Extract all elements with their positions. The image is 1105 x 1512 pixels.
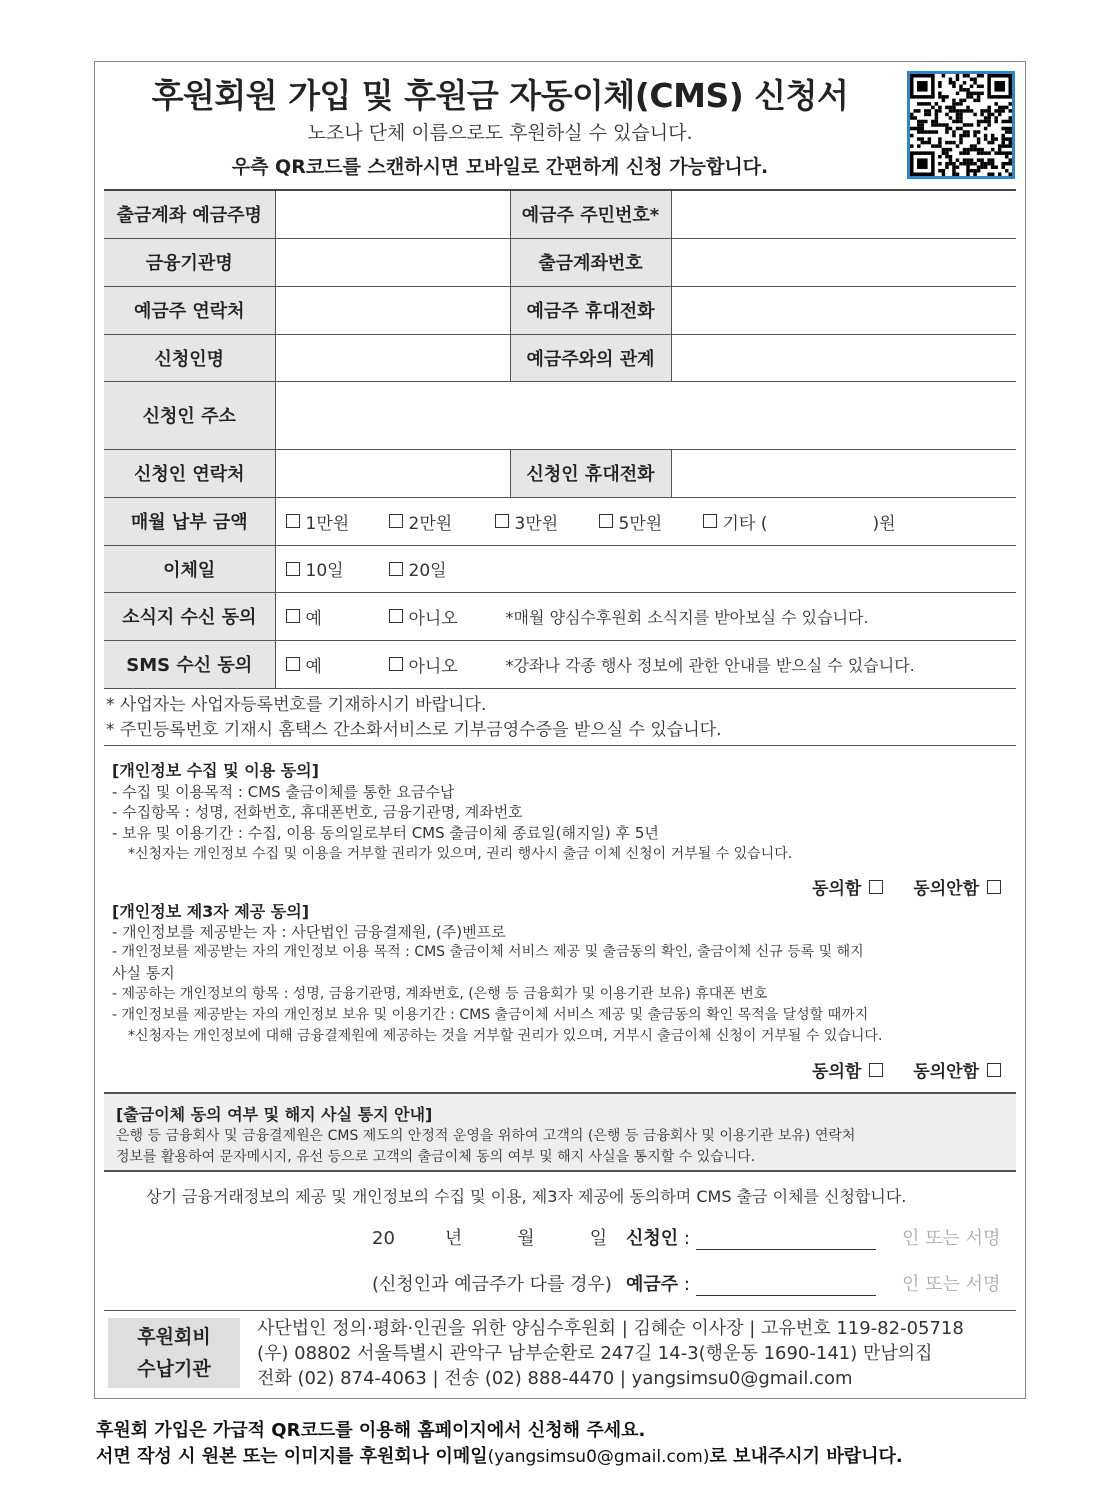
footer-text: 서면 작성 시 원본 또는 이미지를 후원회나 이메일 <box>96 1446 488 1467</box>
notice-box <box>104 1092 1016 1172</box>
amount-option-label: 2만원 <box>408 513 453 534</box>
third-party-agree[interactable] <box>812 1057 883 1082</box>
field-account-number[interactable] <box>671 238 1016 286</box>
agree-label: 동의함 <box>812 1062 862 1082</box>
amount-other-unit: )원 <box>872 513 896 534</box>
checkbox-icon[interactable] <box>286 562 300 576</box>
field-relation[interactable] <box>671 334 1016 381</box>
organization-label <box>108 1318 240 1388</box>
field-applicant-contact[interactable] <box>275 449 510 497</box>
checkbox-icon[interactable] <box>389 514 403 528</box>
third-party-heading: [개인정보 제3자 제공 동의] <box>112 902 310 921</box>
option-label: 예 <box>305 608 322 629</box>
label-bank-name: 금융기관명 <box>104 238 275 286</box>
field-depositor-name[interactable] <box>275 190 510 238</box>
applicant-label: 신청인 <box>626 1228 679 1249</box>
privacy-heading: [개인정보 수집 및 이용 동의] <box>112 761 319 780</box>
day-options-cell <box>275 545 1016 592</box>
seal-label: 인 또는 서명 <box>902 1274 1001 1295</box>
amount-option-label: 기타 ( <box>722 513 768 534</box>
sms-yes[interactable] <box>286 652 389 677</box>
agree-label: 동의함 <box>812 879 862 899</box>
label-depositor-contact: 예금주 연락처 <box>104 286 275 334</box>
footer-email[interactable]: (yangsimsu0@gmail.com) <box>487 1447 710 1467</box>
third-party-line: 사실 통지 <box>112 964 175 982</box>
day-option-label: 20일 <box>408 561 447 581</box>
checkbox-icon[interactable] <box>286 609 300 623</box>
organization-block <box>104 1312 1016 1392</box>
checkbox-icon[interactable] <box>286 514 300 528</box>
colon: : <box>683 1228 690 1249</box>
sms-no[interactable] <box>389 652 506 677</box>
amount-option-label: 5만원 <box>618 513 663 534</box>
signature-statement: 상기 금융거래정보의 제공 및 개인정보의 수집 및 이용, 제3자 제공에 동의하며 CMS 출금 이체를 신청합니다. <box>146 1187 907 1206</box>
checkbox-icon[interactable] <box>599 514 613 528</box>
third-party-consent <box>812 1057 1001 1082</box>
privacy-consent <box>812 874 1001 899</box>
org-info-line: 전화 (02) 874-4063 | 전송 (02) 888-4470 | yangsimsu0@gmail.com <box>257 1368 853 1389</box>
third-party-line: *신청자는 개인정보에 대해 금융결제원에 제공하는 것을 거부할 권리가 있으며, 거부시 출금이체 신청이 거부될 수 있습니다. <box>128 1028 883 1044</box>
date-month: 월 <box>517 1228 535 1249</box>
org-info-line: 사단법인 정의·평화·인권을 위한 양심수후원회 | 김혜순 이사장 | 고유번호 119-82-05718 <box>257 1318 964 1339</box>
label-applicant-contact: 신청인 연락처 <box>104 449 275 497</box>
org-label-line: 수납기관 <box>137 1358 211 1380</box>
field-bank-name[interactable] <box>275 238 510 286</box>
privacy-line: - 수집항목 : 성명, 전화번호, 휴대폰번호, 금융기관명, 계좌번호 <box>112 803 523 821</box>
checkbox-icon[interactable] <box>389 657 403 671</box>
checkbox-icon[interactable] <box>987 880 1001 894</box>
checkbox-icon[interactable] <box>495 514 509 528</box>
org-label-line: 후원회비 <box>137 1326 211 1348</box>
amount-option-1[interactable] <box>286 509 389 534</box>
sms-note: *강좌나 각종 행사 정보에 관한 안내를 받으실 수 있습니다. <box>505 655 915 675</box>
label-applicant-address: 신청인 주소 <box>104 381 275 449</box>
field-applicant-mobile[interactable] <box>671 449 1016 497</box>
checkbox-icon[interactable] <box>987 1063 1001 1077</box>
label-transfer-day: 이체일 <box>104 545 275 592</box>
label-depositor-id: 예금주 주민번호* <box>510 190 671 238</box>
newsletter-no[interactable] <box>389 604 506 629</box>
signature-line[interactable] <box>696 1277 876 1296</box>
third-party-line: - 개인정보를 제공받는 자의 개인정보 보유 및 이용기간 : CMS 출금이체 서비스 제공 및 출금동의 확인 목적을 달성할 때까지 <box>112 1007 869 1023</box>
checkbox-icon[interactable] <box>869 1063 883 1077</box>
amount-options-cell <box>275 497 1016 545</box>
subtitle-qr: 우측 QR코드를 스캔하시면 모바일로 간편하게 신청 가능합니다. <box>231 156 769 178</box>
label-sms: SMS 수신 동의 <box>104 640 275 688</box>
checkbox-icon[interactable] <box>869 880 883 894</box>
sms-options-cell <box>275 640 1016 688</box>
privacy-line: - 수집 및 이용목적 : CMS 출금이체를 통한 요금수납 <box>112 783 455 801</box>
applicant-signature[interactable] <box>626 1224 876 1250</box>
depositor-label: 예금주 <box>626 1274 679 1295</box>
amount-option-2[interactable] <box>389 509 495 534</box>
option-label: 예 <box>305 656 322 677</box>
seal-label: 인 또는 서명 <box>902 1228 1001 1249</box>
day-option-label: 10일 <box>305 561 344 581</box>
label-depositor-mobile: 예금주 휴대전화 <box>510 286 671 334</box>
colon: : <box>683 1274 690 1295</box>
checkbox-icon[interactable] <box>389 562 403 576</box>
footer-line: 후원회 가입은 가급적 QR코드를 이용해 홈페이지에서 신청해 주세요. <box>96 1420 646 1441</box>
day-option-20[interactable] <box>389 556 447 581</box>
label-applicant-mobile: 신청인 휴대전화 <box>510 449 671 497</box>
checkbox-icon[interactable] <box>703 514 717 528</box>
note-business: * 사업자는 사업자등록번호를 기재하시기 바랍니다. <box>106 695 487 715</box>
privacy-line: - 보유 및 이용기간 : 수집, 이용 동의일로부터 CMS 출금이체 종료일(해지일) 후 5년 <box>112 824 659 842</box>
option-label: 아니오 <box>408 608 458 629</box>
disagree-label: 동의안함 <box>913 1062 979 1082</box>
divider <box>104 745 1016 746</box>
option-label: 아니오 <box>408 656 458 677</box>
amount-option-3[interactable] <box>495 509 599 534</box>
label-relation: 예금주와의 관계 <box>510 334 671 381</box>
footer-line2 <box>96 1442 903 1468</box>
organization-info <box>257 1316 964 1391</box>
third-party-line: - 개인정보를 제공받는 자의 개인정보 이용 목적 : CMS 출금이체 서비스 제공 및 출금동의 확인, 출금이체 신규 등록 및 해지 <box>112 944 864 960</box>
signature-line[interactable] <box>696 1231 876 1250</box>
divider <box>104 1310 1016 1311</box>
date-day: 일 <box>589 1228 608 1249</box>
org-info-line: (우) 08802 서울특별시 관악구 남부순환로 247길 14-3(행운동 1690-141) 만남의집 <box>257 1343 933 1364</box>
depositor-signature[interactable] <box>626 1270 876 1296</box>
amount-option-label: 3만원 <box>514 513 559 534</box>
newsletter-yes[interactable] <box>286 604 389 629</box>
field-applicant-name[interactable] <box>275 334 510 381</box>
label-monthly-amount: 매월 납부 금액 <box>104 497 275 545</box>
date-line <box>372 1224 607 1250</box>
amount-option-other[interactable] <box>703 509 873 534</box>
label-applicant-name: 신청인명 <box>104 334 275 381</box>
different-note: (신청인과 예금주가 다를 경우) <box>372 1274 612 1295</box>
field-applicant-address[interactable] <box>275 381 1016 449</box>
footer-text: 로 보내주시기 바랍니다. <box>709 1446 903 1467</box>
label-newsletter: 소식지 수신 동의 <box>104 592 275 640</box>
third-party-line: - 개인정보를 제공받는 자 : 사단법인 금융결제원, (주)벤프로 <box>112 923 506 941</box>
third-party-disagree[interactable] <box>913 1057 1001 1082</box>
qr-code-icon[interactable] <box>907 71 1015 179</box>
field-depositor-id[interactable] <box>671 190 1016 238</box>
label-depositor-name: 출금계좌 예금주명 <box>104 190 275 238</box>
notice-line: 정보를 활용하여 문자메시지, 유선 등으로 고객의 출금이체 동의 여부 및 해지 사실을 통지할 수 있습니다. <box>116 1149 756 1165</box>
field-depositor-contact[interactable] <box>275 286 510 334</box>
privacy-disagree[interactable] <box>913 874 1001 899</box>
third-party-line: - 제공하는 개인정보의 항목 : 성명, 금융기관명, 계좌번호, (은행 등 금융회가 및 이용기관 보유) 휴대폰 번호 <box>112 986 768 1002</box>
newsletter-note: *매월 양심수후원회 소식지를 받아보실 수 있습니다. <box>505 607 869 627</box>
notice-heading: [출금이체 동의 여부 및 해지 사실 통지 안내] <box>116 1105 433 1124</box>
note-receipt: * 주민등록번호 기재시 홈택스 간소화서비스로 기부금영수증을 받으실 수 있습니다. <box>106 720 722 740</box>
application-form <box>104 189 1016 689</box>
field-depositor-mobile[interactable] <box>671 286 1016 334</box>
amount-option-5[interactable] <box>599 509 703 534</box>
amount-option-label: 1만원 <box>305 513 350 534</box>
newsletter-options-cell <box>275 592 1016 640</box>
page-title: 후원회원 가입 및 후원금 자동이체(CMS) 신청서 <box>151 76 849 115</box>
checkbox-icon[interactable] <box>389 609 403 623</box>
disagree-label: 동의안함 <box>913 879 979 899</box>
privacy-line: *신청자는 개인정보 수집 및 이용을 거부할 권리가 있으며, 권리 행사시 출금 이체 신청이 거부될 수 있습니다. <box>128 846 793 862</box>
notice-line: 은행 등 금융회사 및 금융결제원은 CMS 제도의 안정적 운영을 위하여 고객의 (은행 등 금융회사 및 이용기관 보유) 연락처 <box>116 1128 856 1144</box>
privacy-agree[interactable] <box>812 874 883 899</box>
date-prefix: 20 <box>372 1228 395 1249</box>
checkbox-icon[interactable] <box>286 657 300 671</box>
label-account-number: 출금계좌번호 <box>510 238 671 286</box>
date-year: 년 <box>444 1228 463 1249</box>
subtitle-group: 노조나 단체 이름으로도 후원하실 수 있습니다. <box>307 122 693 144</box>
day-option-10[interactable] <box>286 556 389 581</box>
